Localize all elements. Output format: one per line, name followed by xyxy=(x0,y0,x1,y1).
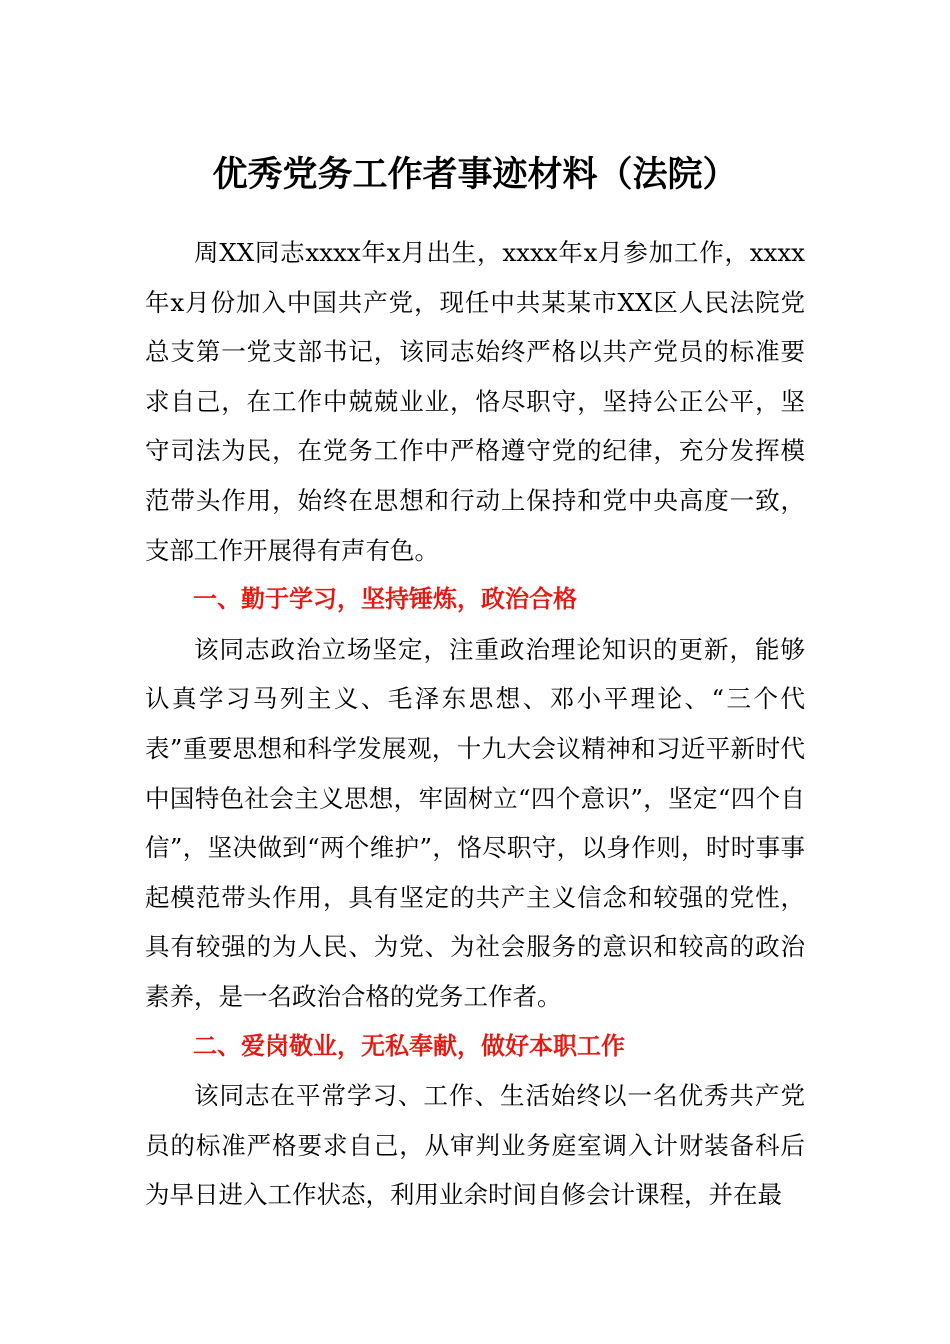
section-paragraph-1: 该同志政治立场坚定，注重政治理论知识的更新，能够认真学习马列主义、毛泽东思想、邓小平理论、“三个代表”重要思想和科学发展观，十九大会议精神和习近平新时代中国特色社会主义思想，牢固树立“四个意识”，坚定“四个自信”，坚决做到“两个维护”，恪尽职守，以身作则，时时事事起模范带头作用，具有坚定的共产主义信念和较强的党性，具有较强的为人民、为党、为社会服务的意识和较高的政治素养，是一名政治合格的党务工作者。 xyxy=(145,634,805,1011)
intro-paragraph: 周XX同志xxxx年x月出生，xxxx年x月参加工作，xxxx年x月份加入中国共产党，现任中共某某市XX区人民法院党总支第一党支部书记，该同志始终严格以共产党员的标准要求自己，在工作中兢兢业业，恪尽职守，坚持公正公平，坚守司法为民，在党务工作中严格遵守党的纪律，充分发挥模范带头作用，始终在思想和行动上保持和党中央高度一致，支部工作开展得有声有色。 xyxy=(145,238,805,565)
section-paragraph-2: 该同志在平常学习、工作、生活始终以一名优秀共产党员的标准严格要求自己，从审判业务庭室调入计财装备科后为早日进入工作状态，利用业余时间自修会计课程，并在最 xyxy=(145,1081,805,1210)
document-title: 优秀党务工作者事迹材料（法院） xyxy=(212,154,738,195)
document-body xyxy=(145,228,805,1220)
section-heading-2: 二、爱岗敬业，无私奉献，做好本职工作 xyxy=(193,1031,625,1060)
section-heading-1: 一、勤于学习，坚持锤炼，政治合格 xyxy=(193,585,577,614)
